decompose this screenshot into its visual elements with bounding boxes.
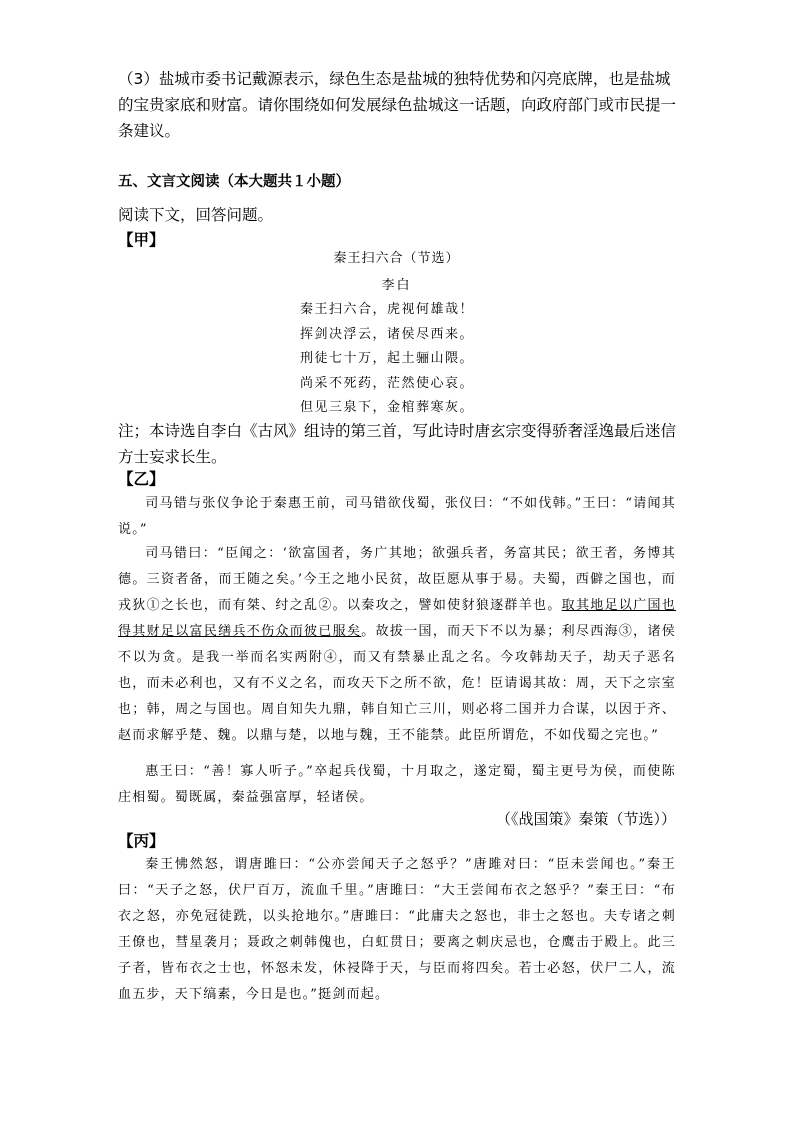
poem-note: 注；本诗选自李白《古风》组诗的第三首，写此诗时唐玄宗变得骄奢淫逸最后迷信方士妄求长生。 [118, 422, 677, 466]
poem-line: 尚采不死药，茫然使心哀。 [300, 375, 475, 391]
footnote-marker: ③ [618, 624, 634, 639]
poem-author: 李白 [381, 278, 412, 293]
bing-paragraph-1: 秦王怫然怒，谓唐雎曰：“公亦尝闻天子之怒乎？”唐雎对曰：“臣未尝闻也。”秦王曰：“天子之怒，伏尸百万，流血千里。”唐雎曰：“大王尝闻布衣之怒乎？”秦王曰：“布衣之怒，亦免冠徒跣，以头抢地尔。”唐雎曰：“此庸夫之怒也，非士之怒也。夫专诸之刺王僚也，彗星袭月；聂政之刺韩傀也，白虹贯日；要离之刺庆忌也，仓鹰击于殿上。此三子者，皆布衣之士也，怀怒未发，休祲降于天，与臣而将四矣。若士必怒，伏尸二人，流血五步，天下缟素，今日是也。”挺剑而起。 [118, 857, 676, 1002]
footnote-marker: ② [318, 598, 333, 613]
poem-body [300, 298, 474, 421]
footnote-marker: ④ [323, 650, 339, 665]
passage-jia-label: 【甲】 [118, 231, 165, 249]
reading-instruction: 阅读下文，回答问题。 [118, 206, 274, 224]
yi-p2-text: ，诸侯不以为贪。是我一举而名实两附 [118, 624, 676, 665]
passage-bing-label: 【丙】 [118, 832, 165, 850]
yi-p2-text: 。以秦攻之，譬如使豺狼逐群羊也。 [332, 598, 562, 613]
yi-p2-text: ，而又有禁暴止乱之名。今攻韩劫天子，劫天子恶名也，而未必利也，又有不义之名，而攻天下之所不欲，危！臣请谒其故：周，天下之宗室也；韩，周之与国也。周自知失九鼎，韩自知亡三川，则必将二国并力合谋，以因于齐、赵而求解乎楚、魏。以鼎与楚，以地与魏，王不能禁。此臣所谓危，不如伐蜀之完也。” [118, 650, 676, 743]
poem-line: 但见三泉下，金棺葬寒灰。 [300, 400, 475, 415]
footnote-marker: ① [146, 598, 161, 613]
yi-paragraph-1: 司马错与张仪争论于秦惠王前，司马错欲伐蜀，张仪曰：“不如伐韩。”王曰：“请闻其说。” [118, 496, 676, 537]
yi-source-citation: （《战国策》秦策（节选）） [495, 810, 676, 828]
underlined-sentence: 取其地足以广国也得其财足以富民缮兵不伤众而彼已服矣 [118, 598, 677, 639]
yi-p2-text: 。故拔一国，而天下不以为暴；利尽西海 [361, 624, 619, 639]
yi-p2-text: 之长也，而有桀、纣之乱 [160, 598, 319, 613]
yi-paragraph-3: 惠王曰：“善！寡人听子。”卒起兵伐蜀，十月取之，遂定蜀，蜀主更号为侯，而使陈庄相蜀。蜀既属，秦益强富厚，轻诸侯。 [118, 764, 676, 805]
section-5-title: 五、文言文阅读（本大题共１小题） [118, 174, 350, 190]
question-3-text: （3）盐城市委书记戴源表示，绿色生态是盐城的独特优势和闪亮底牌，也是盐城的宝贵家底和财富。请你围绕如何发展绿色盐城这一话题，向政府部门或市民提一条建议。 [118, 70, 677, 140]
poem-line: 刑徒七十万，起土骊山隈。 [300, 351, 475, 366]
poem-line: 秦王扫六合，虎视何雄哉！ [300, 302, 475, 317]
poem-title: 秦王扫六合（节选） [333, 251, 460, 266]
yi-paragraph-2 [118, 541, 676, 749]
passage-yi-label: 【乙】 [118, 470, 165, 488]
poem-line: 挥剑决浮云，诸侯尽西来。 [300, 326, 475, 342]
yi-p2-text: 司马错曰：“臣闻之：‘欲富国者，务广其地；欲强兵者，务富其民；欲王者，务博其德。三资者备，而王随之矣。’今王之地小民贫，故臣愿从事于易。夫蜀，西僻之国也，而戎狄 [118, 546, 676, 613]
